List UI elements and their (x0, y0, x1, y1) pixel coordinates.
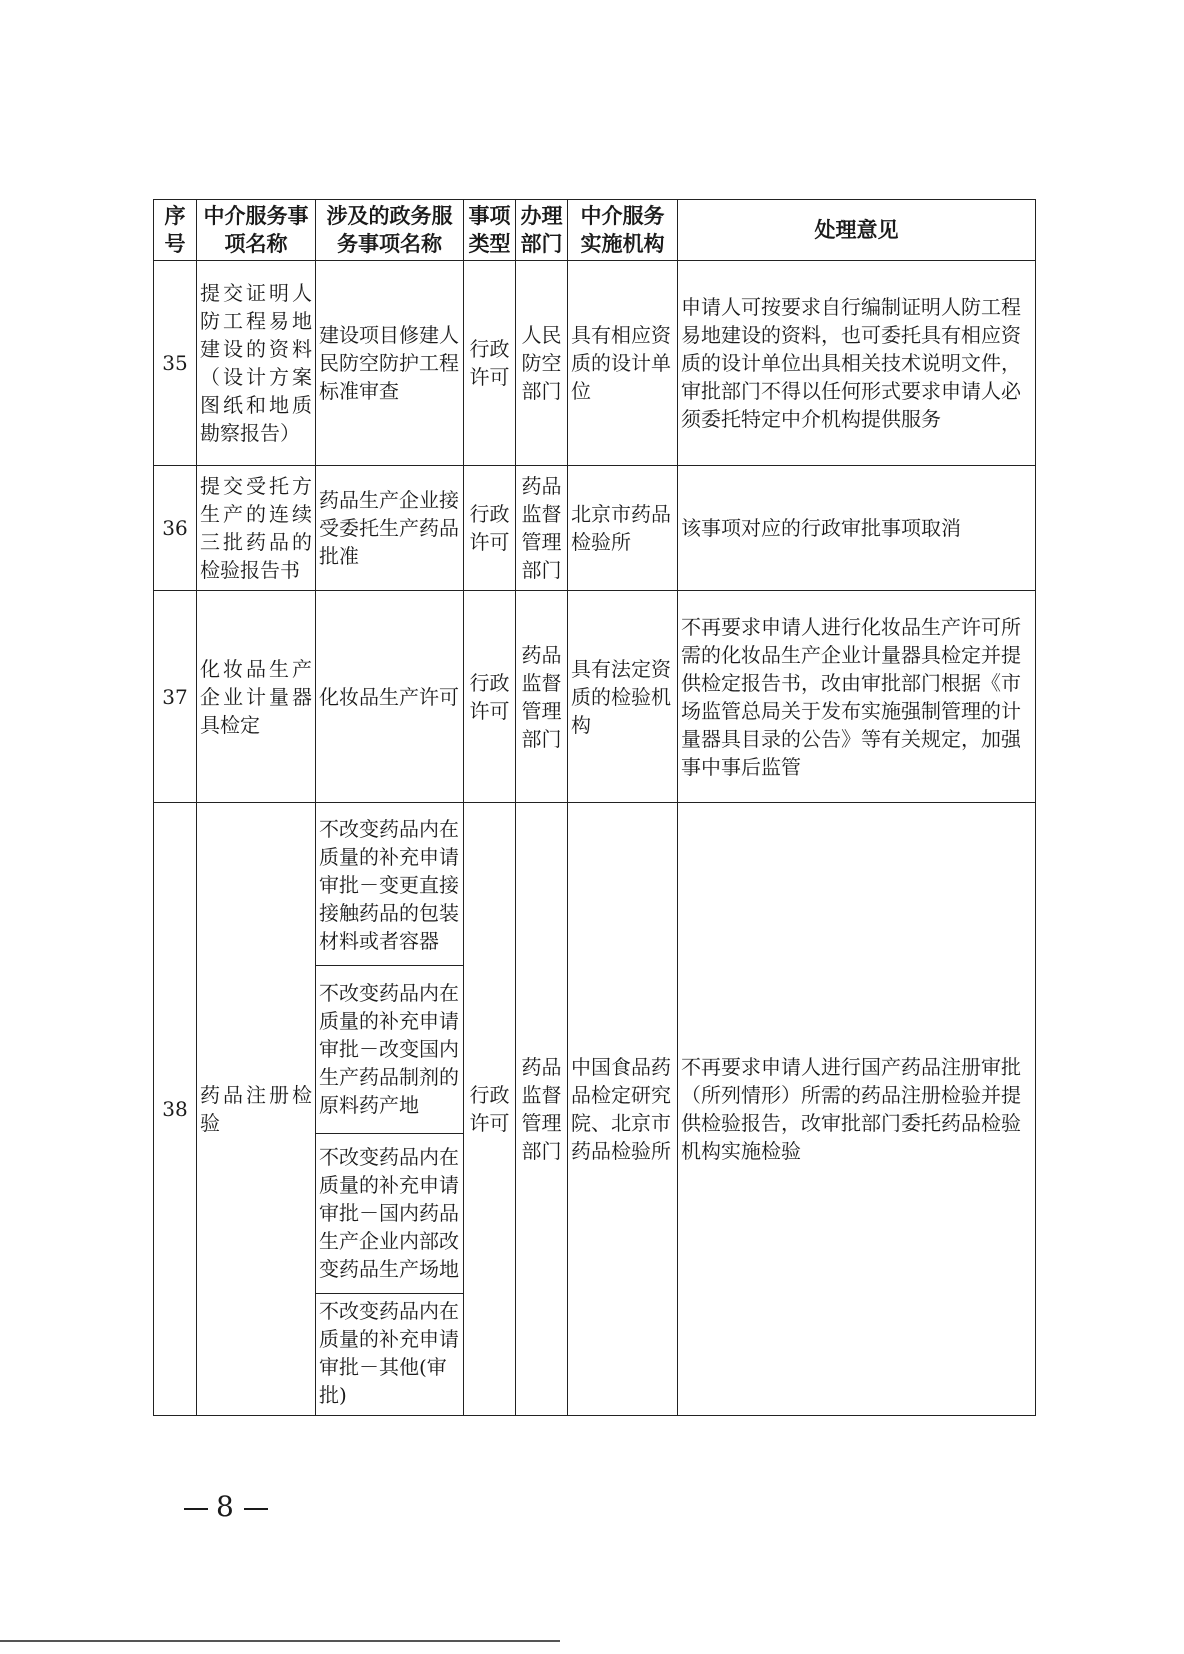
gov-item: 不改变药品内在质量的补充申请审批－其他(审批) (319, 1299, 459, 1408)
row-service-name: 化妆品生产企业计量器具检定 (197, 591, 316, 803)
table-row (154, 591, 1036, 803)
row-gov-item-list (316, 803, 464, 1416)
row-type: 行政许可 (464, 803, 516, 1416)
row-gov-item: 药品生产企业接受委托生产药品批准 (316, 466, 464, 591)
row-type: 行政许可 (464, 261, 516, 466)
row-institution: 具有法定资质的检验机构 (568, 591, 678, 803)
row-type: 行政许可 (464, 591, 516, 803)
header-dept: 办理部门 (516, 200, 568, 261)
page-number (176, 1490, 276, 1523)
row-num: 35 (154, 261, 197, 466)
row-institution: 北京市药品检验所 (568, 466, 678, 591)
page-dash-right (244, 1508, 268, 1510)
header-row (154, 200, 1036, 261)
header-gov: 涉及的政务服务事项名称 (316, 200, 464, 261)
table-row (154, 803, 1036, 1416)
row-opinion: 不再要求申请人进行化妆品生产许可所需的化妆品生产企业计量器具检定并提供检定报告书，改由审批部门根据《市场监管总局关于发布实施强制管理的计量器具目录的公告》等有关规定，加强事中事后监管 (678, 591, 1036, 803)
row-dept: 药品监督管理部门 (516, 803, 568, 1416)
gov-item: 不改变药品内在质量的补充申请审批－国内药品生产企业内部改变药品生产场地 (316, 1133, 463, 1293)
gov-item: 不改变药品内在质量的补充申请审批－改变国内生产药品制剂的原料药产地 (316, 965, 463, 1133)
row-num: 38 (154, 803, 197, 1416)
row-dept: 药品监督管理部门 (516, 591, 568, 803)
row-opinion: 该事项对应的行政审批事项取消 (678, 466, 1036, 591)
header-num: 序号 (154, 200, 197, 261)
row-institution: 中国食品药品检定研究院、北京市药品检验所 (568, 803, 678, 1416)
row-service-name: 提交受托方生产的连续三批药品的检验报告书 (197, 466, 316, 591)
bottom-rule (0, 1640, 560, 1642)
gov-item-subtable (316, 805, 463, 1413)
row-opinion: 不再要求申请人进行国产药品注册审批（所列情形）所需的药品注册检验并提供检验报告，改审批部门委托药品检验机构实施检验 (678, 803, 1036, 1416)
row-type: 行政许可 (464, 466, 516, 591)
row-institution: 具有相应资质的设计单位 (568, 261, 678, 466)
row-dept: 药品监督管理部门 (516, 466, 568, 591)
gov-item: 不改变药品内在质量的补充申请审批－变更直接接触药品的包装材料或者容器 (316, 805, 463, 965)
row-num: 36 (154, 466, 197, 591)
header-opinion: 处理意见 (678, 200, 1036, 261)
header-inst: 中介服务实施机构 (568, 200, 678, 261)
row-gov-item: 化妆品生产许可 (316, 591, 464, 803)
row-service-name: 药品注册检验 (197, 803, 316, 1416)
row-opinion: 申请人可按要求自行编制证明人防工程易地建设的资料，也可委托具有相应资质的设计单位出具相关技术说明文件，审批部门不得以任何形式要求申请人必须委托特定中介机构提供服务 (678, 261, 1036, 466)
header-type: 事项类型 (464, 200, 516, 261)
table-row (154, 466, 1036, 591)
row-num: 37 (154, 591, 197, 803)
row-gov-item: 建设项目修建人民防空防护工程标准审查 (316, 261, 464, 466)
page-number-value: 8 (216, 1490, 236, 1523)
row-dept: 人民防空部门 (516, 261, 568, 466)
row-service-name: 提交证明人防工程易地建设的资料（设计方案图纸和地质勘察报告） (197, 261, 316, 466)
header-name: 中介服务事项名称 (197, 200, 316, 261)
items-table (153, 199, 1036, 1416)
page-dash-left (184, 1508, 208, 1510)
table-row (154, 261, 1036, 466)
